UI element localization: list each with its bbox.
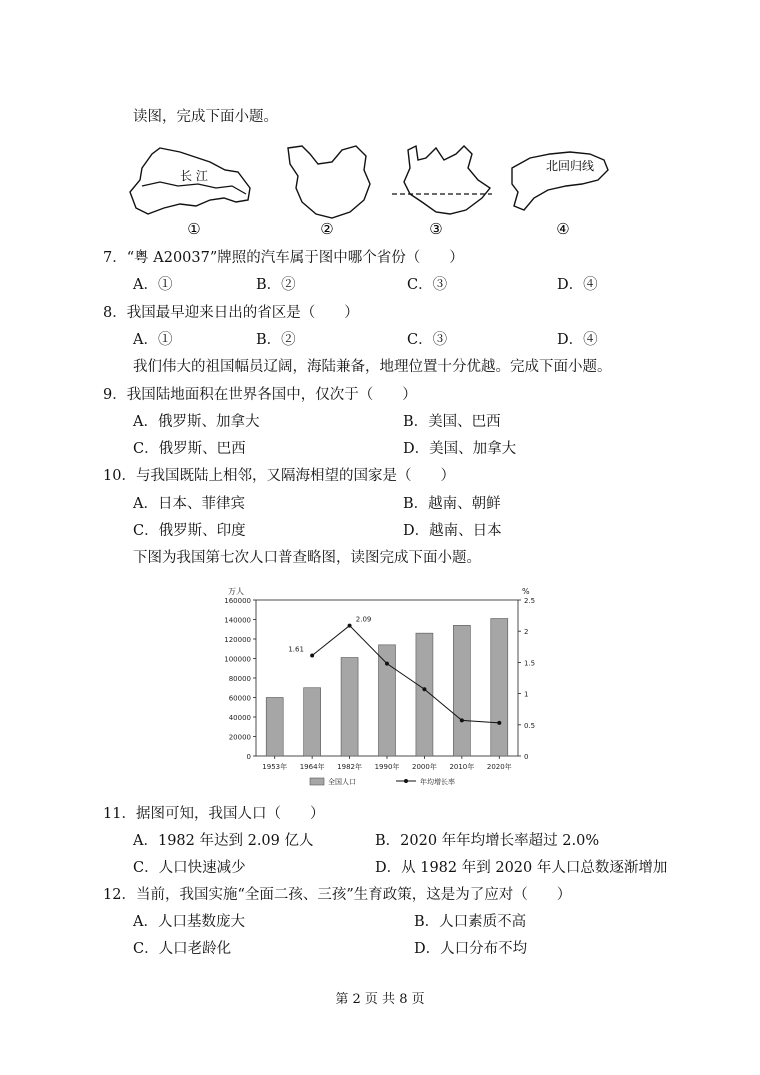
y-tick-label: 80000 — [228, 675, 251, 683]
page-footer: 第 2 页 共 8 页 — [335, 992, 425, 1007]
yangtze-river-line — [142, 182, 246, 194]
q9-stem: 9．我国陆地面积在世界各国中，仅次于（ ） — [103, 387, 417, 403]
map1-river-label: 长 江 — [180, 169, 208, 183]
y2-tick-label: 1.5 — [524, 659, 536, 668]
q10-option-d[interactable]: D．越南、日本 — [403, 523, 502, 539]
growth-rate-point — [497, 721, 501, 725]
growth-rate-line — [312, 626, 499, 723]
growth-rate-data-label: 2.09 — [355, 615, 372, 624]
q8-stem: 8．我国最早迎来日出的省区是（ ） — [103, 305, 359, 321]
growth-rate-point — [460, 718, 464, 722]
intro-read-map: 读图，完成下面小题。 — [133, 109, 278, 125]
x-tick-label: 1990年 — [374, 763, 400, 771]
map-label-3: ③ — [429, 220, 443, 238]
q10-option-c[interactable]: C．俄罗斯、印度 — [133, 523, 246, 539]
q9-option-d[interactable]: D．美国、加拿大 — [403, 441, 517, 457]
legend-bar-label: 全国人口 — [328, 778, 356, 786]
q10-option-a[interactable]: A．日本、菲律宾 — [133, 496, 245, 512]
y2-tick-label: 0.5 — [524, 721, 536, 730]
q8-option-c[interactable]: C．③ — [407, 332, 448, 348]
x-tick-label: 2010年 — [449, 763, 475, 771]
q11-option-b[interactable]: B．2020 年年均增长率超过 2.0% — [375, 833, 600, 849]
intro-census: 下图为我国第七次人口普查略图，读图完成下面小题。 — [133, 550, 481, 566]
x-tick-label: 1964年 — [299, 763, 325, 771]
map4-tropic-label: 北回归线 — [546, 159, 595, 173]
y-tick-label: 40000 — [228, 714, 251, 722]
population-census-chart — [200, 582, 540, 794]
y-axis-unit: 万人 — [228, 587, 244, 596]
province-outline-3 — [404, 146, 490, 214]
x-tick-label: 2020年 — [486, 763, 512, 771]
q8-option-d[interactable]: D．④ — [557, 332, 598, 348]
q11-stem: 11．据图可知，我国人口（ ） — [103, 806, 325, 822]
y-tick-label: 20000 — [228, 733, 251, 742]
x-tick-label: 1982年 — [337, 763, 362, 771]
growth-rate-point — [310, 654, 314, 658]
q12-option-d[interactable]: D．人口分布不均 — [414, 941, 528, 957]
map-label-4: ④ — [556, 220, 570, 238]
q7-option-c[interactable]: C．③ — [407, 277, 448, 293]
y-tick-label: 160000 — [224, 597, 251, 605]
q11-option-a[interactable]: A．1982 年达到 2.09 亿人 — [133, 833, 314, 849]
y-tick-label: 60000 — [228, 694, 251, 703]
growth-rate-point — [385, 662, 389, 666]
legend-line-label: 年均增长率 — [420, 778, 455, 786]
y2-tick-label: 2.5 — [524, 597, 536, 605]
growth-rate-data-label: 1.61 — [288, 645, 304, 654]
q8-option-b[interactable]: B．② — [256, 332, 296, 348]
q7-option-a[interactable]: A．① — [133, 277, 173, 293]
q8-option-a[interactable]: A．① — [133, 332, 173, 348]
q11-option-d[interactable]: D．从 1982 年到 2020 年人口总数逐渐增加 — [375, 860, 668, 876]
population-bar — [491, 619, 508, 756]
x-tick-label: 2000年 — [412, 763, 437, 771]
q9-option-c[interactable]: C．俄罗斯、巴西 — [133, 441, 246, 457]
map-label-2: ② — [320, 220, 334, 238]
population-bar — [266, 698, 283, 757]
legend-bar-swatch — [310, 778, 324, 785]
q10-option-b[interactable]: B．越南、朝鲜 — [403, 496, 501, 512]
population-bar — [341, 658, 358, 756]
y2-tick-label: 1 — [524, 690, 529, 699]
q12-option-b[interactable]: B．人口素质不高 — [414, 914, 527, 930]
q12-option-c[interactable]: C．人口老龄化 — [133, 941, 232, 957]
map-label-1: ① — [187, 220, 201, 238]
q12-option-a[interactable]: A．人口基数庞大 — [133, 914, 245, 930]
population-bar — [379, 645, 396, 756]
y-tick-label: 120000 — [224, 636, 251, 644]
province-outline-2 — [288, 146, 370, 218]
y2-tick-label: 0 — [524, 753, 529, 761]
intro-territory: 我们伟大的祖国幅员辽阔，海陆兼备，地理位置十分优越。完成下面小题。 — [133, 359, 612, 375]
y-tick-label: 100000 — [224, 655, 251, 664]
population-bar — [453, 625, 470, 756]
q9-option-b[interactable]: B．美国、巴西 — [403, 414, 501, 430]
q7-option-b[interactable]: B．② — [256, 277, 296, 293]
q12-stem: 12．当前，我国实施“全面二孩、三孩”生育政策，这是为了应对（ ） — [103, 887, 572, 903]
q7-option-d[interactable]: D．④ — [557, 277, 598, 293]
province-maps — [120, 140, 640, 240]
y-tick-label: 140000 — [224, 616, 251, 625]
y2-tick-label: 2 — [524, 628, 529, 637]
q7-stem: 7．“粤 A20037”牌照的汽车属于图中哪个省份（ ） — [103, 250, 464, 266]
growth-rate-point — [422, 687, 426, 691]
y2-axis-unit: % — [522, 587, 530, 596]
growth-rate-point — [348, 624, 352, 628]
population-bar — [304, 688, 321, 756]
y-tick-label: 0 — [246, 753, 251, 761]
legend-line-marker — [404, 779, 408, 783]
q11-option-c[interactable]: C．人口快速减少 — [133, 860, 246, 876]
q10-stem: 10．与我国既陆上相邻，又隔海相望的国家是（ ） — [103, 468, 455, 484]
x-tick-label: 1953年 — [262, 763, 288, 771]
q9-option-a[interactable]: A．俄罗斯、加拿大 — [133, 414, 260, 430]
